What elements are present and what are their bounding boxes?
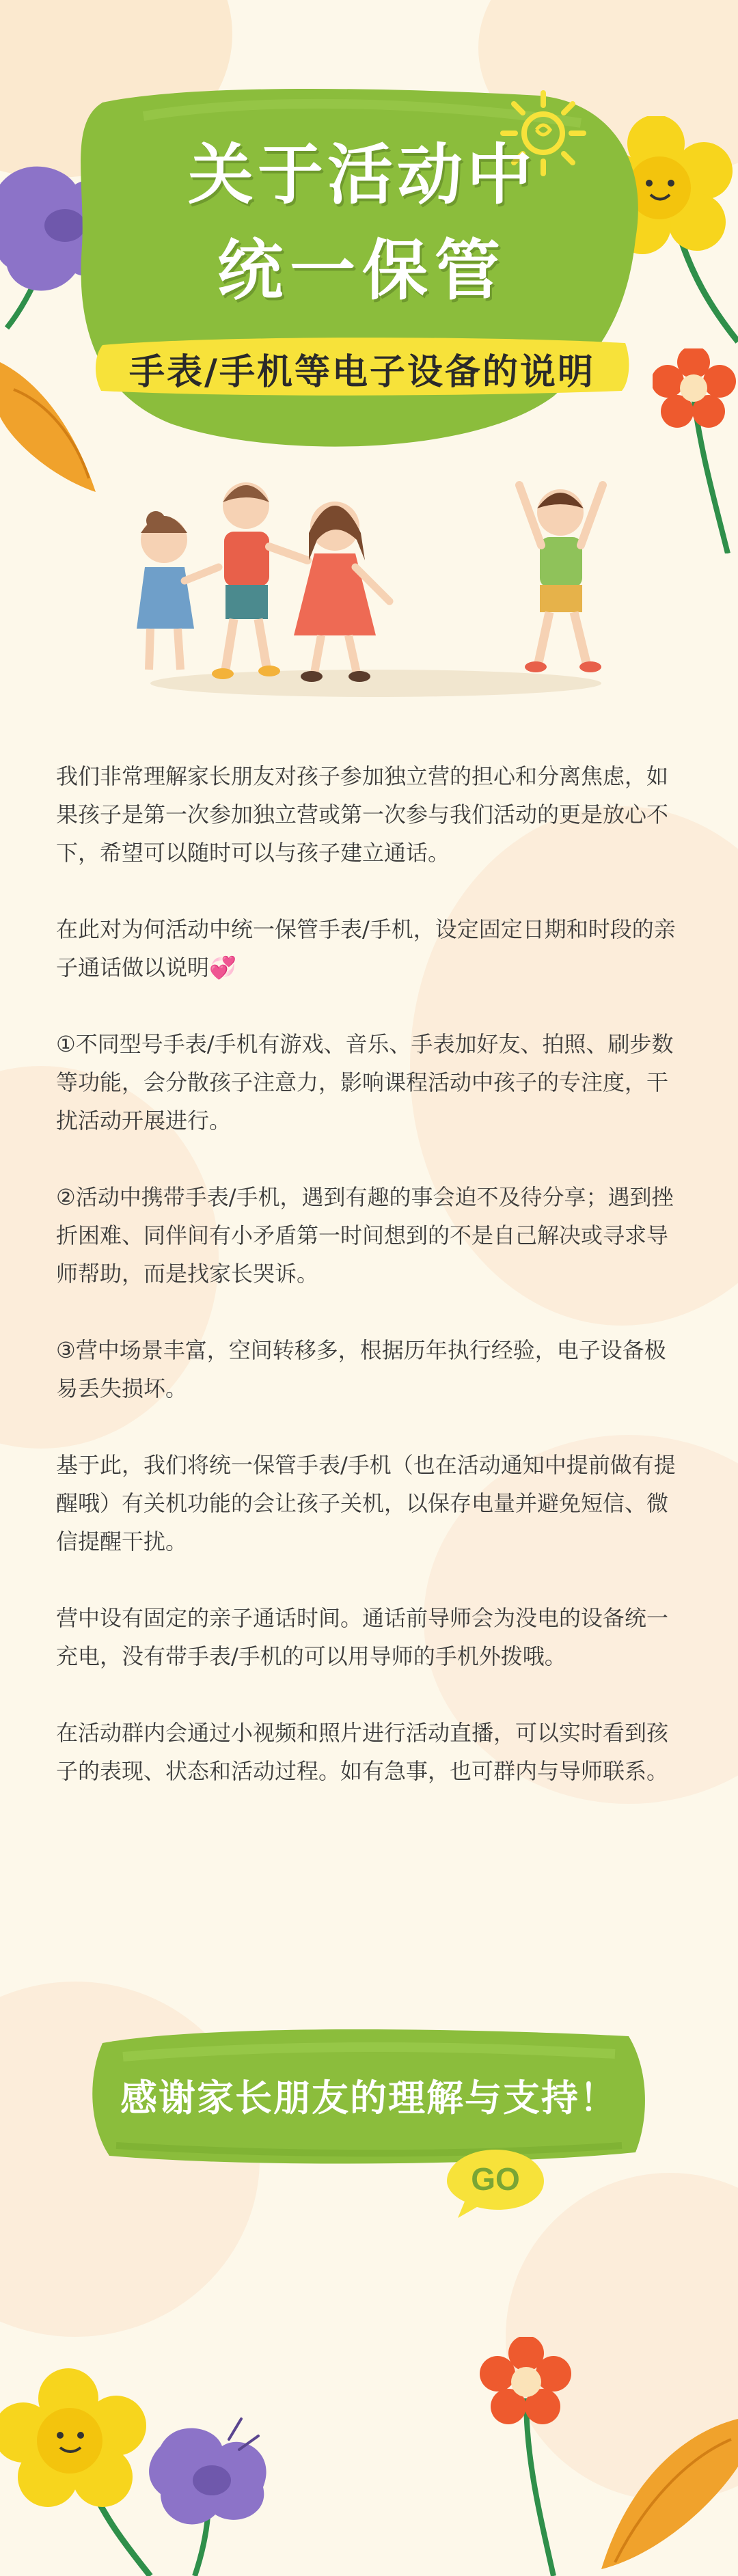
child-figure — [137, 511, 219, 670]
go-bubble — [444, 2146, 547, 2221]
body-text — [56, 757, 685, 1828]
paragraph: ①不同型号手表/手机有游戏、音乐、手表加好友、拍照、刷步数等功能，会分散孩子注意力，影响课程活动中孩子的专注度，干扰活动开展进行。 — [56, 1031, 674, 1134]
subtitle-banner — [89, 328, 636, 403]
orange-leaf-decoration — [560, 2392, 738, 2576]
child-figure — [294, 502, 390, 682]
page-title-line2: 统一保管 — [217, 232, 507, 309]
title-block — [62, 75, 663, 458]
orange-flower-decoration — [478, 2337, 574, 2576]
page-title-line1: 关于活动中 — [188, 137, 536, 213]
child-figure — [212, 482, 308, 679]
paragraph: 在活动群内会通过小视频和照片进行活动直播，可以实时看到孩子的表现、状态和活动过程。如有急事，也可群内与导师联系。 — [56, 1720, 669, 1784]
child-figure — [519, 485, 603, 672]
children-illustration — [109, 465, 642, 711]
thanks-text: 感谢家长朋友的理解与支持！ — [120, 2077, 618, 2120]
thanks-banner — [82, 2016, 656, 2180]
orange-flower-decoration — [653, 348, 738, 553]
paragraph: 营中设有固定的亲子通话时间。通话前导师会为没电的设备统一充电，没有带手表/手机的可以用导师的手机外拨哦。 — [56, 1605, 669, 1669]
paragraph: 在此对为何活动中统一保管手表/手机，设定固定日期和时段的亲子通话做以说明💞 — [56, 916, 676, 981]
paragraph: 基于此，我们将统一保管手表/手机（也在活动通知中提前做有提醒哦）有关机功能的会让孩子关机，以保存电量并避免短信、微信提醒干扰。 — [56, 1452, 676, 1554]
purple-flower-decoration — [147, 2412, 284, 2576]
paragraph: ③营中场景丰富，空间转移多，根据历年执行经验，电子设备极易丢失损坏。 — [56, 1337, 666, 1401]
paragraph: ②活动中携带手表/手机，遇到有趣的事会迫不及待分享；遇到挫折困难、同伴间有小矛盾第一时间想到的不是自己解决或寻求导师帮助，而是找家长哭诉。 — [56, 1184, 674, 1287]
page-subtitle: 手表/手机等电子设备的说明 — [129, 352, 595, 393]
paragraph: 我们非常理解家长朋友对孩子参加独立营的担心和分离焦虑，如果孩子是第一次参加独立营或第一次参与我们活动的更是放心不下，希望可以随时可以与孩子建立通话。 — [56, 763, 669, 866]
go-label: GO — [471, 2161, 520, 2197]
